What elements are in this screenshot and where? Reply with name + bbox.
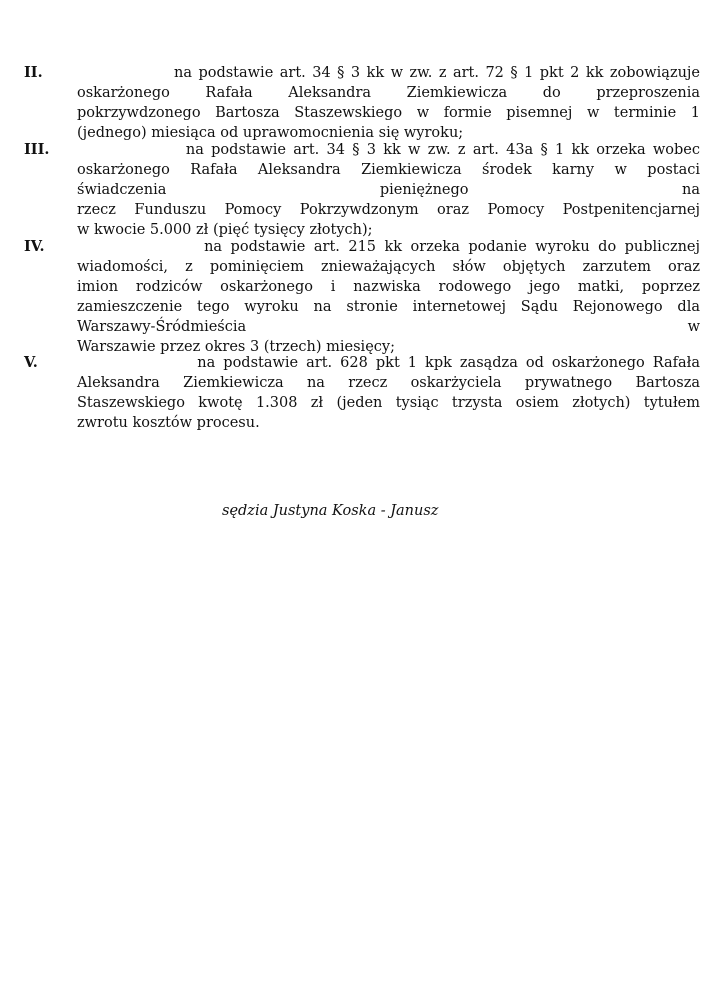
text-line: na podstawie art. 34 § 3 kk w zw. z art. 43a § 1 kk orzeka wobec	[77, 142, 700, 158]
text-line: na podstawie art. 628 pkt 1 kpk zasądza od oskarżonego Rafała	[77, 355, 700, 371]
text-line: zamieszczenie tego wyroku na stronie internetowej Sądu Rejonowego dla	[77, 299, 700, 315]
section-numeral: II.	[24, 64, 43, 81]
text-line: imion rodziców oskarżonego i nazwiska rodowego jego matki, poprzez	[77, 279, 700, 295]
judge-signature: sędzia Justyna Koska - Janusz	[222, 503, 439, 519]
text-line: Aleksandra Ziemkiewicza na rzecz oskarżyciela prywatnego Bartosza	[77, 375, 700, 391]
text-line: pokrzywdzonego Bartosza Staszewskiego w formie pisemnej w terminie 1	[77, 105, 700, 121]
text-line: oskarżonego Rafała Aleksandra Ziemkiewicza do przeproszenia	[77, 85, 700, 101]
section-numeral: IV.	[24, 238, 45, 255]
section-numeral: III.	[24, 141, 50, 158]
text-line: Warszawy-Śródmieścia w	[77, 319, 700, 335]
text-line: wiadomości, z pominięciem znieważających słów objętych zarzutem oraz	[77, 259, 700, 275]
text-line: Staszewskiego kwotę 1.308 zł (jeden tysiąc trzysta osiem złotych) tytułem	[77, 395, 700, 411]
section-numeral: V.	[24, 354, 38, 371]
text-line: Warszawie przez okres 3 (trzech) miesięcy;	[77, 339, 395, 355]
text-line: rzecz Funduszu Pomocy Pokrzywdzonym oraz Pomocy Postpenitencjarnej	[77, 202, 700, 218]
text-line: świadczenia pieniężnego na	[77, 182, 700, 198]
text-line: oskarżonego Rafała Aleksandra Ziemkiewicza środek karny w postaci	[77, 162, 700, 178]
text-line: na podstawie art. 215 kk orzeka podanie wyroku do publicznej	[77, 239, 700, 255]
text-line: w kwocie 5.000 zł (pięć tysięcy złotych);	[77, 222, 373, 238]
text-line: zwrotu kosztów procesu.	[77, 415, 260, 431]
text-line: (jednego) miesiąca od uprawomocnienia się wyroku;	[77, 125, 464, 141]
text-line: na podstawie art. 34 § 3 kk w zw. z art. 72 § 1 pkt 2 kk zobowiązuje	[77, 65, 700, 81]
